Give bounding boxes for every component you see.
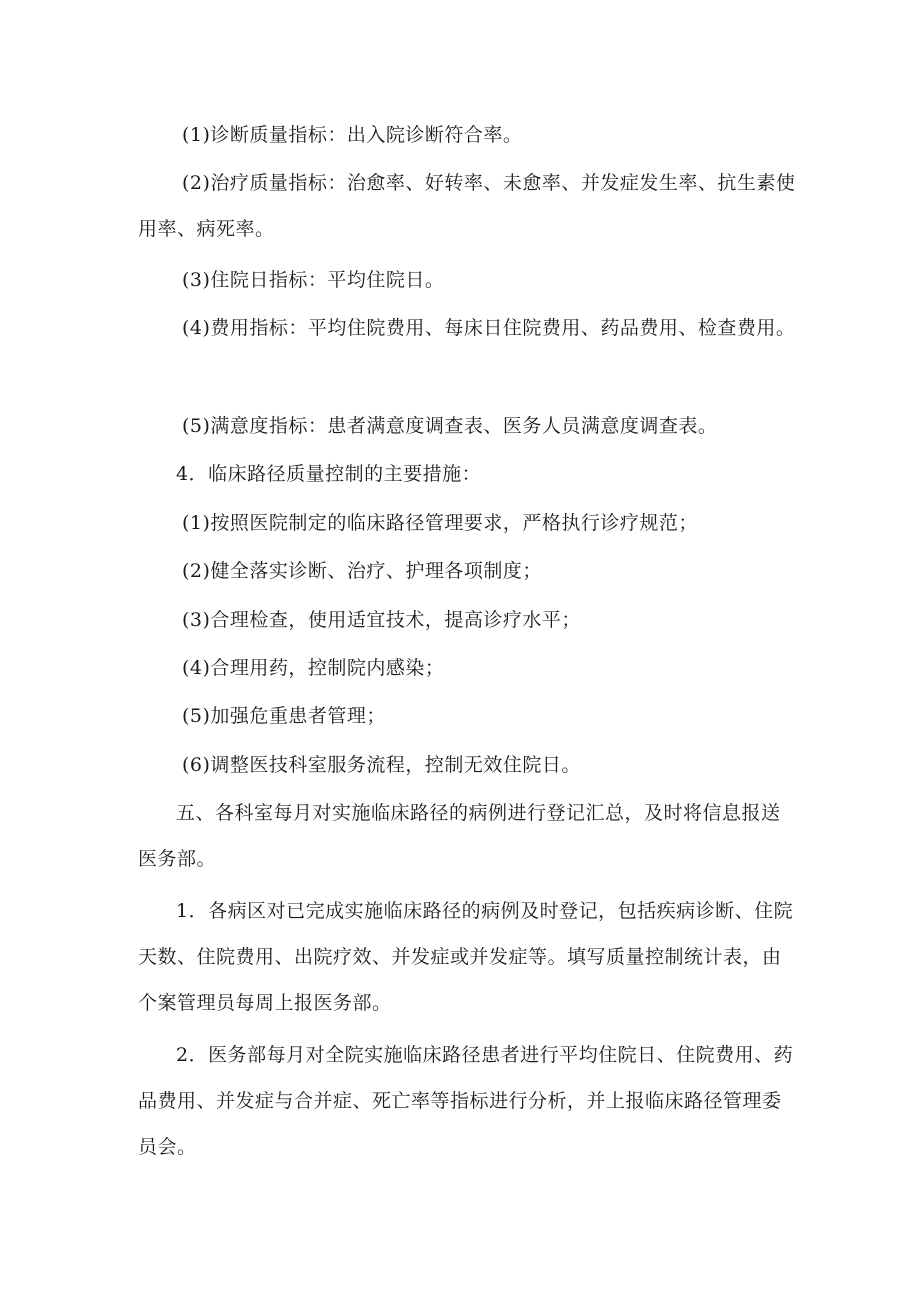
section-heading-4: 4．临床路径质量控制的主要措施： bbox=[176, 463, 482, 485]
measure-item-5: (5)加强危重患者管理； bbox=[182, 705, 386, 727]
section-heading-5: 五、各科室每月对实施临床路径的病例进行登记汇总，及时将信息报送医务部。 bbox=[138, 802, 781, 870]
measure-item-4: (4)合理用药，控制院内感染； bbox=[182, 657, 445, 679]
paragraph-treatment-quality: (2)治疗质量指标：治愈率、好转率、未愈率、并发症发生率、抗生素使用率、病死率。 bbox=[138, 172, 796, 240]
measure-item-3: (3)合理检查，使用适宜技术，提高诊疗水平； bbox=[182, 609, 581, 631]
paragraph-monthly-analysis: 2．医务部每月对全院实施临床路径患者进行平均住院日、住院费用、药品费用、并发症与合并症、死亡率等指标进行分析，并上报临床路径管理委员会。 bbox=[138, 1044, 794, 1158]
paragraph-hospital-stay: (3)住院日指标：平均住院日。 bbox=[182, 269, 445, 291]
paragraph-satisfaction: (5)满意度指标：患者满意度调查表、医务人员满意度调查表。 bbox=[182, 415, 718, 437]
measure-item-1: (1)按照医院制定的临床路径管理要求，严格执行诊疗规范； bbox=[182, 512, 698, 534]
measure-item-6: (6)调整医技科室服务流程，控制无效住院日。 bbox=[182, 754, 581, 776]
paragraph-diagnosis-quality: (1)诊断质量指标：出入院诊断符合率。 bbox=[182, 124, 523, 146]
measure-item-2: (2)健全落实诊断、治疗、护理各项制度； bbox=[182, 560, 542, 582]
paragraph-ward-registration: 1．各病区对已完成实施临床路径的病例及时登记，包括疾病诊断、住院天数、住院费用、出院疗效、并发症或并发症等。填写质量控制统计表，由个案管理员每周上报医务部。 bbox=[138, 900, 794, 1014]
paragraph-cost-indicators: (4)费用指标：平均住院费用、每床日住院费用、药品费用、检查费用。 bbox=[182, 317, 796, 339]
